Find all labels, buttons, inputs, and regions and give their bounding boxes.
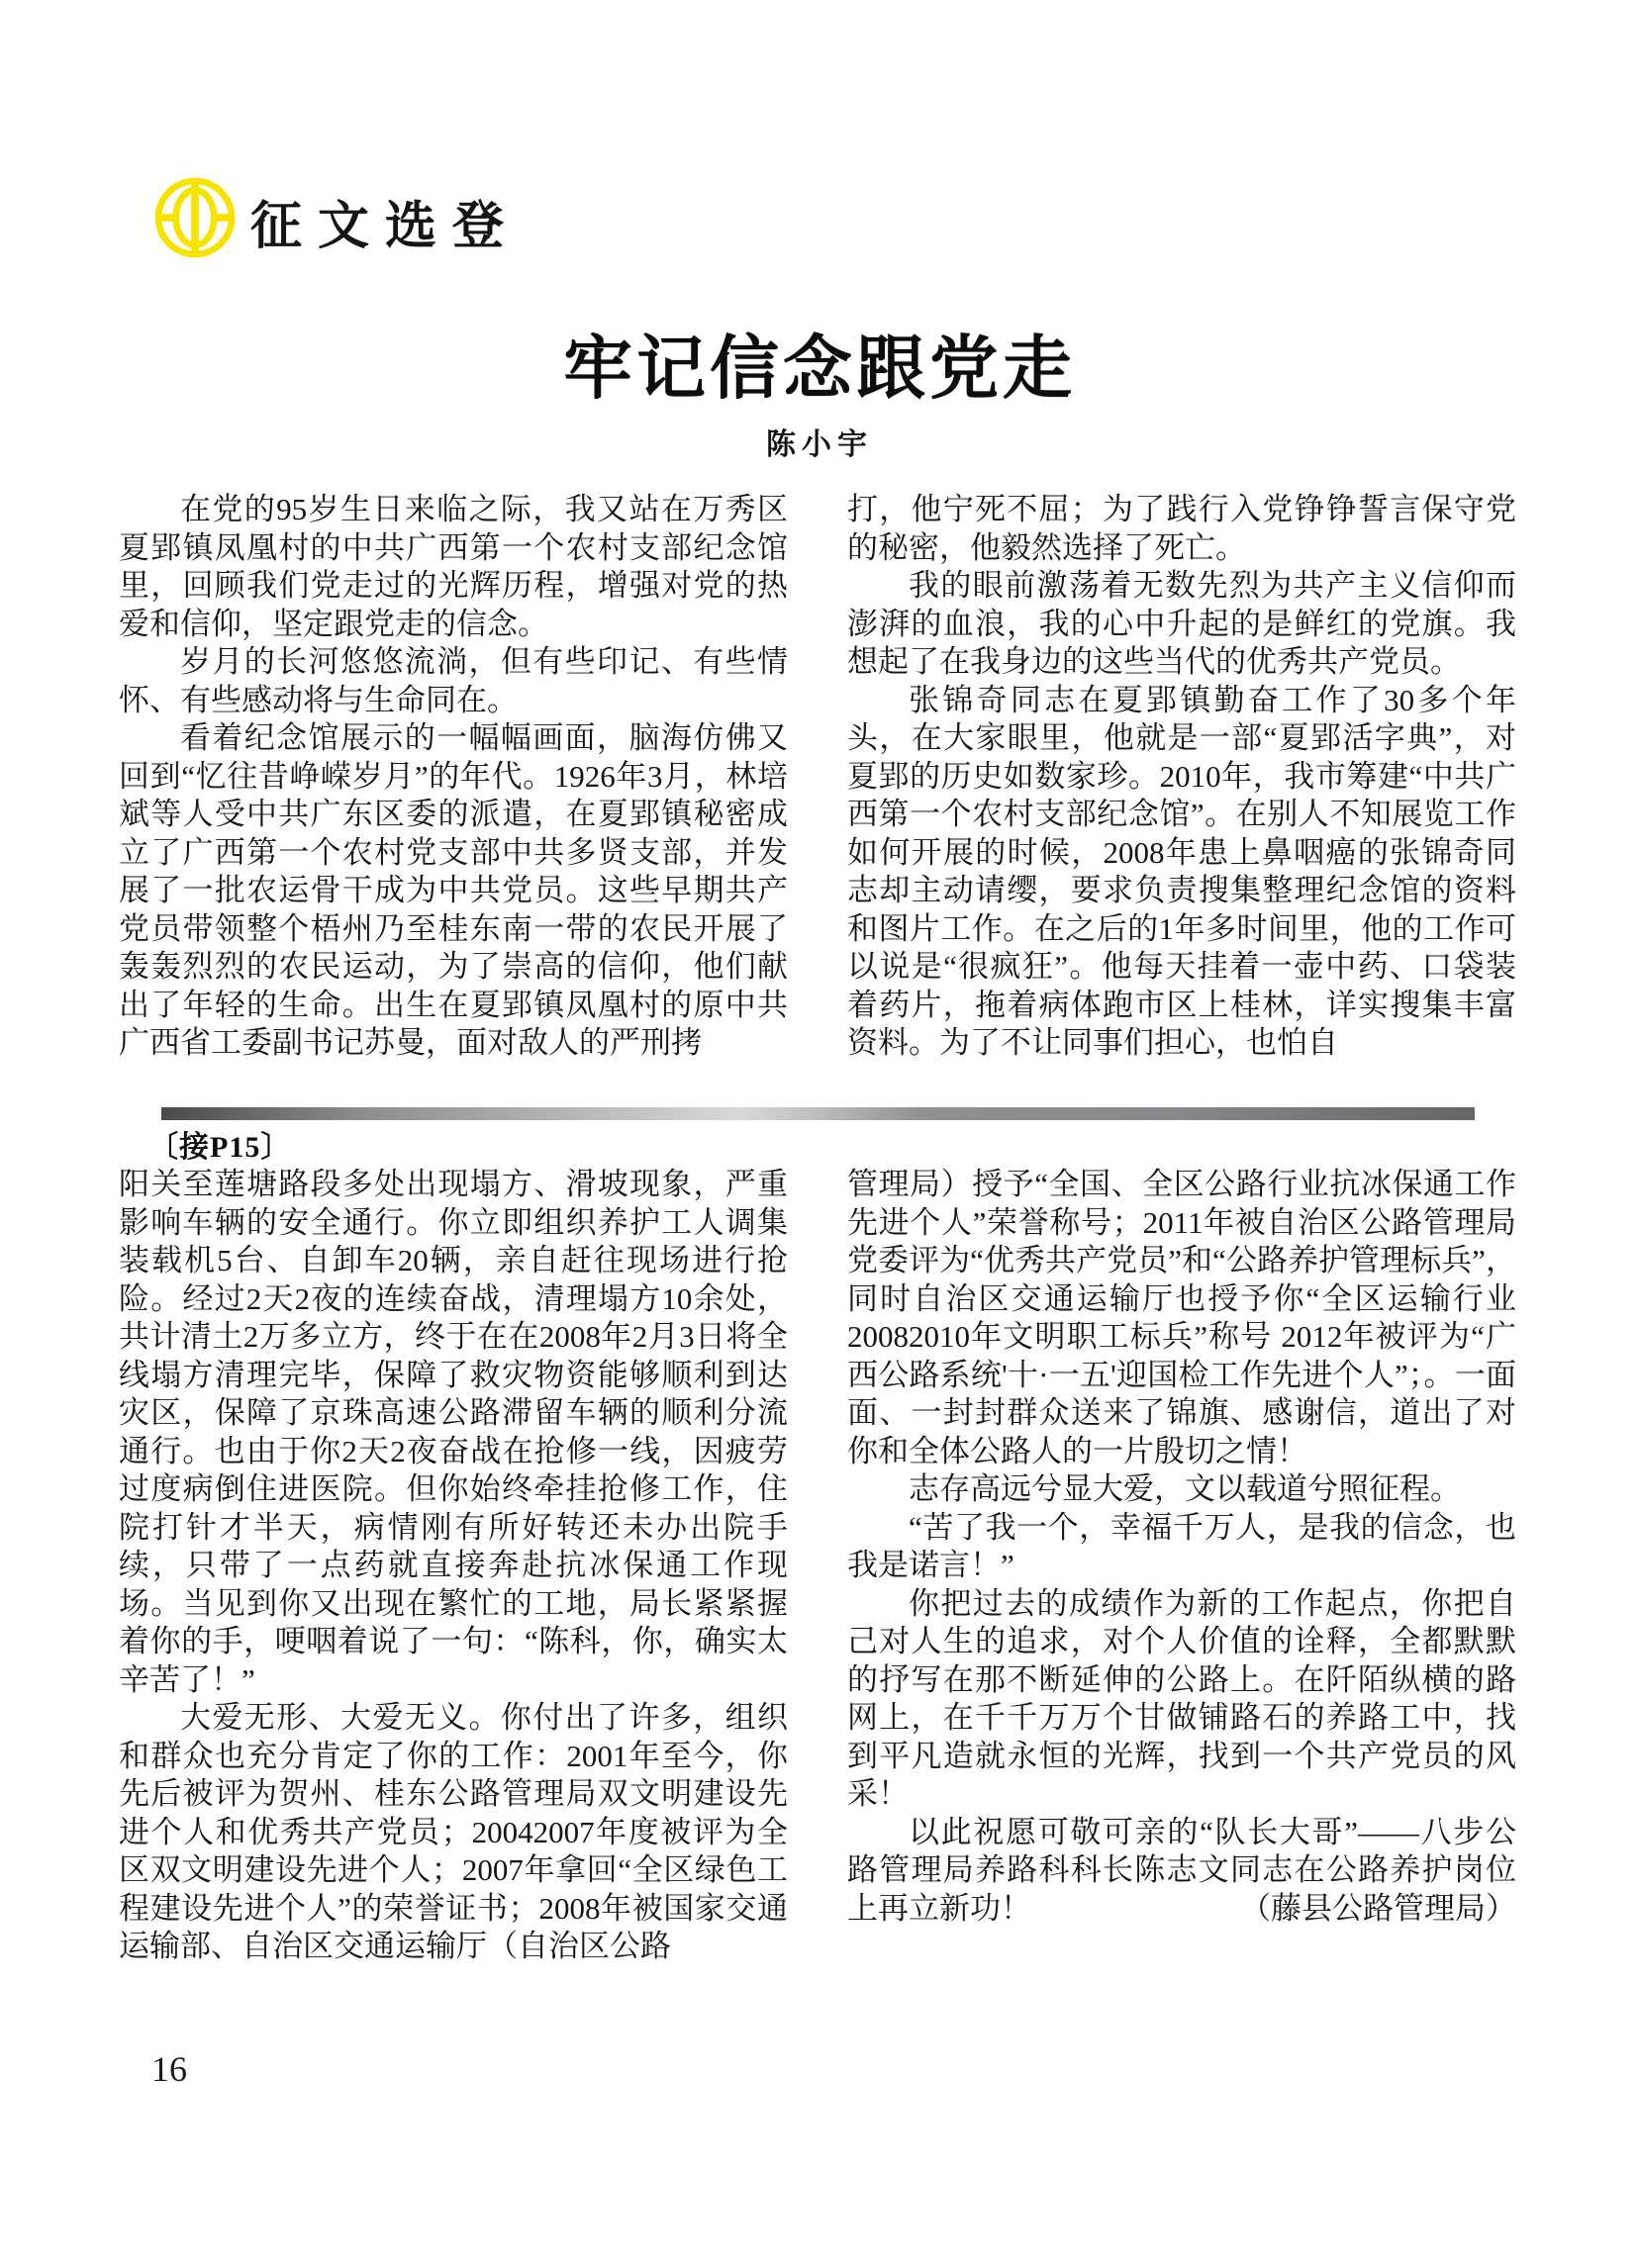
paragraph: 管理局）授予“全国、全区公路行业抗冰保通工作先进个人”荣誉称号；2011年被自治区公路管理局党委评为“优秀共产党员”和“公路养护管理标兵”，同时自治区交通运输厅也授予你“全区运输行业20082010年文明职工标兵”称号 2012年被评为“广西公路系统'十·一五'迎国检工作先进个人”；。一面面、一封封群众送来了锦旗、感谢信，道出了对你和全体公路人的一片殷切之情！	[847, 1167, 1516, 1468]
trade-union-emblem-icon	[153, 176, 237, 259]
article-author: 陈小宇	[766, 428, 873, 461]
paragraph: 岁月的长河悠悠流淌，但有些印记、有些情怀、有些感动将与生命同在。	[119, 644, 788, 717]
paragraph: 看着纪念馆展示的一幅幅画面，脑海仿佛又回到“忆往昔峥嵘岁月”的年代。1926年3月，林培斌等人受中共广东区委的派遣，在夏郢镇秘密成立了广西第一个农村党支部中共多贤支部，并发展了一批农运骨干成为中共党员。这些早期共产党员带领整个梧州乃至桂东南一带的农民开展了轰轰烈烈的农民运动，为了崇高的信仰，他们献出了年轻的生命。出生在夏郢镇凤凰村的原中共广西省工委副书记苏曼，面对敌人的严刑拷	[119, 720, 788, 1060]
paragraph: 志存高远兮显大爱，文以载道兮照征程。	[909, 1471, 1461, 1506]
paragraph: 打，他宁死不屈；为了践行入党铮铮誓言保守党的秘密，他毅然选择了死亡。	[847, 492, 1516, 565]
paragraph: 张锦奇同志在夏郢镇勤奋工作了30多个年头，在大家眼里，他就是一部“夏郢活字典”，对夏郢的历史如数家珍。2010年，我市筹建“中共广西第一个农村支部纪念馆”。在别人不知展览工作如何开展的时候，2008年患上鼻咽癌的张锦奇同志却主动请缨，要求负责搜集整理纪念馆的资料和图片工作。在之后的1年多时间里，他的工作可以说是“很疯狂”。他每天挂着一壶中药、口袋装着药片，拖着病体跑市区上桂林，详实搜集丰富资料。为了不让同事们担心，也怕自	[847, 682, 1516, 1060]
continued-from-p15-marker: 〔接P15〕	[148, 1131, 292, 1164]
page-number: 16	[151, 2049, 187, 2089]
continuation-left-column	[119, 1166, 788, 1966]
paragraph: 你把过去的成绩作为新的工作起点，你把自己对人生的追求，对个人价值的诠释，全都默默的抒写在那不断延伸的公路上。在阡陌纵横的路网上，在千千万万个甘做铺路石的养路工中，找到平凡造就永恒的光辉，找到一个共产党员的风采！	[847, 1585, 1516, 1811]
section-divider-bar	[161, 1107, 1475, 1120]
paragraph: 以此祝愿可敬可亲的“队长大哥”——八步公路管理局养路科科长陈志文同志在公路养护岗位上再立新功！ （藤县公路管理局）	[847, 1814, 1516, 1929]
main-section-left-column	[119, 491, 788, 1063]
main-section-right-column	[847, 491, 1516, 1063]
paragraph: 我的眼前激荡着无数先烈为共产主义信仰而澎湃的血浪，我的心中升起的是鲜红的党旗。我想起了在我身边的这些当代的优秀共产党员。	[847, 568, 1516, 679]
paragraph: 大爱无形、大爱无义。你付出了许多，组织和群众也充分肯定了你的工作：2001年至今，你先后被评为贺州、桂东公路管理局双文明建设先进个人和优秀共产党员；20042007年度被评为全区双文明建设先进个人；2007年拿回“全区绿色工程建设先进个人”的荣誉证书；2008年被国家交通运输部、自治区交通运输厅（自治区公路	[119, 1700, 788, 1963]
source-attribution: （藤县公路管理局）	[1240, 1890, 1516, 1926]
paragraph: “苦了我一个，幸福千万人，是我的信念，也我是诺言！”	[847, 1509, 1516, 1582]
paragraph: 阳关至莲塘路段多处出现塌方、滑坡现象，严重影响车辆的安全通行。你立即组织养护工人调集装载机5台、自卸车20辆，亲自赶往现场进行抢险。经过2天2夜的连续奋战，清理塌方10余处，共计清土2万多立方，终于在在2008年2月3日将全线塌方清理完毕，保障了救灾物资能够顺利到达灾区，保障了京珠高速公路滞留车辆的顺利分流通行。也由于你2天2夜奋战在抢修一线，因疲劳过度病倒住进医院。但你始终牵挂抢修工作，住院打针才半天，病情刚有所好转还未办出院手续，只带了一点药就直接奔赴抗冰保通工作现场。当见到你又出现在繁忙的工地，局长紧紧握着你的手，哽咽着说了一句：“陈科，你，确实太辛苦了！”	[119, 1167, 788, 1697]
column-label: 征文选登	[250, 199, 521, 255]
paragraph: 在党的95岁生日来临之际，我又站在万秀区夏郢镇凤凰村的中共广西第一个农村支部纪念馆里，回顾我们党走过的光辉历程，增强对党的热爱和信仰，坚定跟党走的信念。	[119, 492, 788, 641]
article-title: 牢记信念跟党走	[563, 331, 1076, 408]
continuation-right-column	[847, 1166, 1516, 1928]
